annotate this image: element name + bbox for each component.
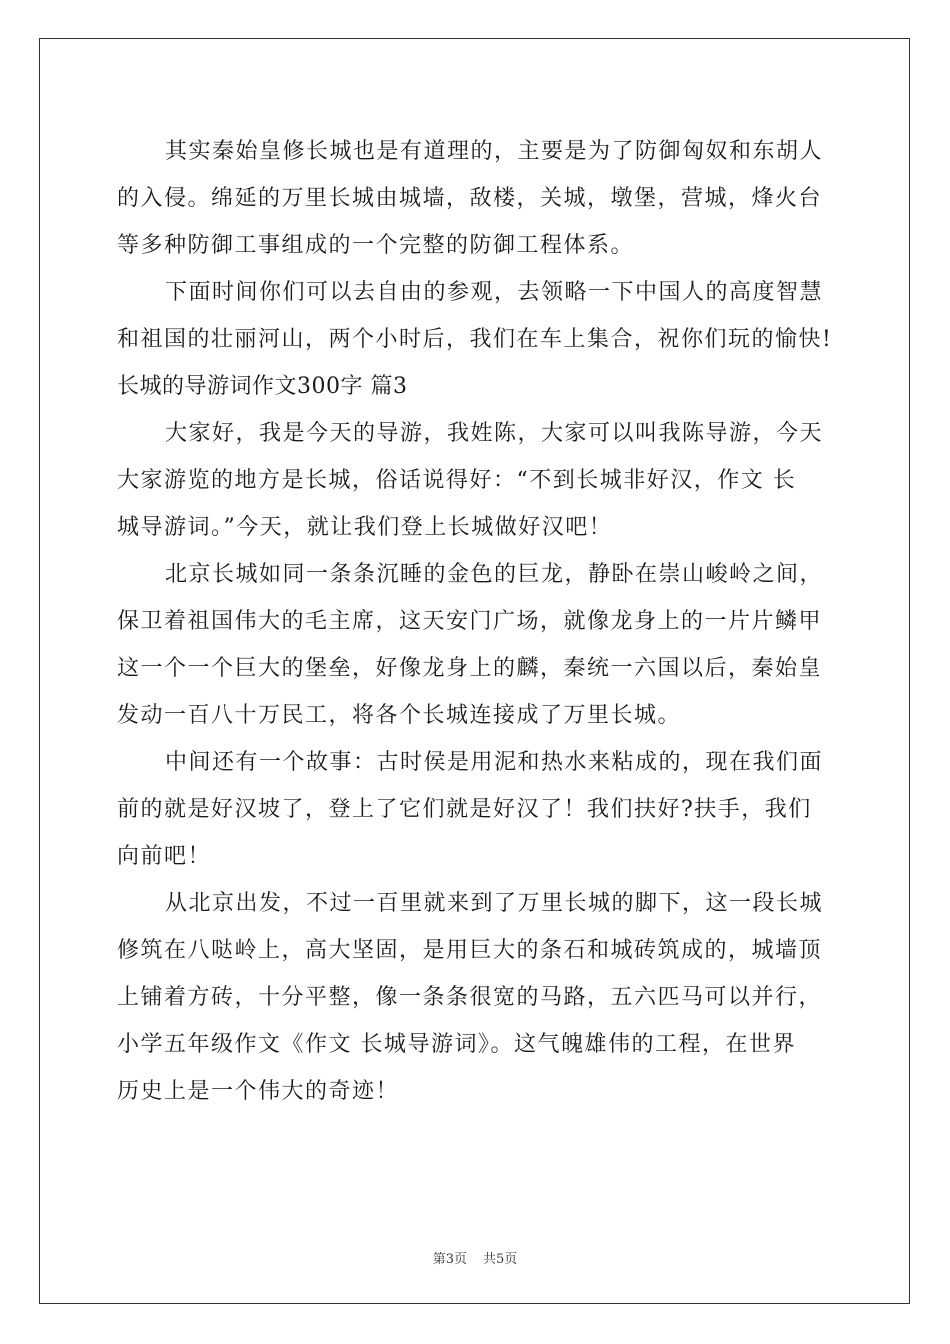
paragraph-line: 和祖国的壮丽河山，两个小时后，我们在车上集合，祝你们玩的愉快! — [117, 327, 833, 352]
paragraph-line: 下面时间你们可以去自由的参观，去领略一下中国人的高度智慧 — [165, 280, 824, 305]
paragraph-line: 保卫着祖国伟大的毛主席，这天安门广场，就像龙身上的一片片鳞甲 — [117, 609, 823, 634]
paragraph-line: 大家好，我是今天的导游，我姓陈，大家可以叫我陈导游，今天 — [165, 421, 824, 446]
paragraph-line: 从北京出发，不过一百里就来到了万里长城的脚下，这一段长城 — [165, 891, 824, 916]
paragraph-line: 大家游览的地方是长城，俗话说得好：“不到长城非好汉，作文 长 — [117, 468, 797, 493]
section-heading: 长城的导游词作文300字 篇3 — [117, 374, 408, 399]
paragraph-line: 向前吧！ — [117, 844, 212, 869]
paragraph-line: 发动一百八十万民工，将各个长城连接成了万里长城。 — [117, 703, 682, 728]
paragraph-line: 中间还有一个故事：古时侯是用泥和热水来粘成的，现在我们面 — [165, 750, 824, 775]
paragraph-line: 前的就是好汉坡了，登上了它们就是好汉了！我们扶好?扶手，我们 — [117, 797, 812, 822]
paragraph-line: 等多种防御工事组成的一个完整的防御工程体系。 — [117, 233, 635, 258]
page-footer — [0, 1248, 950, 1267]
page-total: 共5页 — [483, 1252, 518, 1267]
paragraph-line: 修筑在八哒岭上，高大坚固，是用巨大的条石和城砖筑成的，城墙顶 — [117, 938, 823, 963]
paragraph-line: 小学五年级作文《作文 长城导游词》。这气魄雄伟的工程，在世界 — [117, 1032, 796, 1057]
paragraph-line: 北京长城如同一条条沉睡的金色的巨龙，静卧在崇山峻岭之间， — [165, 562, 824, 587]
paragraph-line: 上铺着方砖，十分平整，像一条条很宽的马路，五六匹马可以并行， — [117, 985, 823, 1010]
document-body — [117, 128, 837, 1115]
page-number: 第3页 — [432, 1252, 467, 1267]
paragraph-line: 这一个一个巨大的堡垒，好像龙身上的麟，秦统一六国以后，秦始皇 — [117, 656, 823, 681]
paragraph-line: 的入侵。绵延的万里长城由城墙，敌楼，关城，墩堡，营城，烽火台 — [117, 186, 823, 211]
paragraph-line: 历史上是一个伟大的奇迹！ — [117, 1079, 400, 1104]
paragraph-line: 城导游词。”今天，就让我们登上长城做好汉吧！ — [117, 515, 613, 540]
paragraph-line: 其实秦始皇修长城也是有道理的，主要是为了防御匈奴和东胡人 — [165, 139, 824, 164]
